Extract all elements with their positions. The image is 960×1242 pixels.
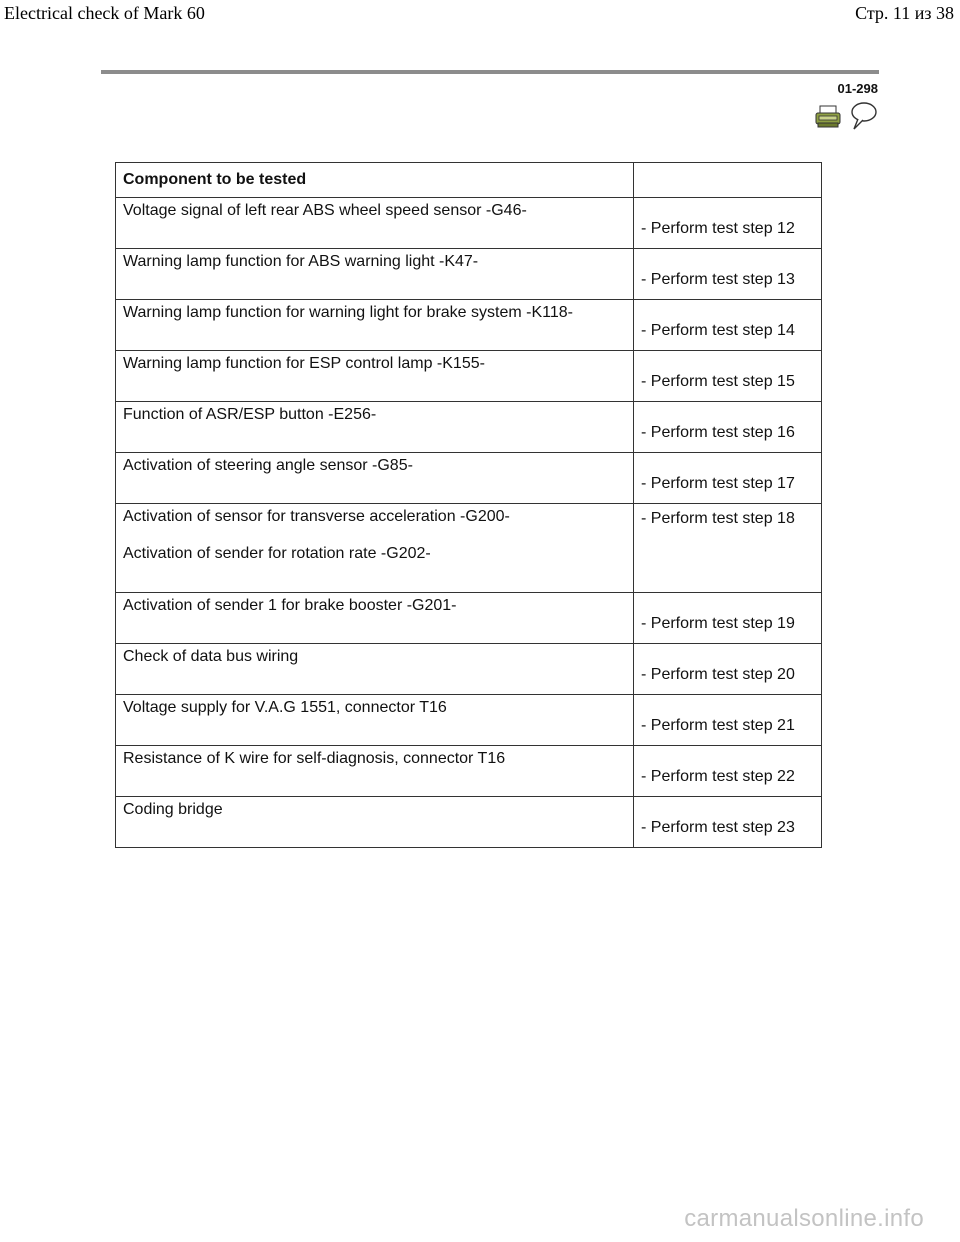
table-row [116,198,822,249]
component-cell: Activation of steering angle sensor -G85- [116,453,634,504]
test-step-cell: - Perform test step 12 [634,198,822,249]
component-cell: Activation of sender 1 for brake booster -G201- [116,593,634,644]
table-row [116,644,822,695]
component-cell: Function of ASR/ESP button -E256- [116,402,634,453]
test-step-cell: - Perform test step 13 [634,249,822,300]
table-row [116,351,822,402]
component-cell: Coding bridge [116,797,634,848]
test-step-cell: - Perform test step 18 [634,504,822,593]
table-row [116,402,822,453]
component-cell: Warning lamp function for ESP control lamp -K155- [116,351,634,402]
component-line: Activation of sender for rotation rate -G202- [123,545,431,562]
table-row [116,249,822,300]
page-indicator: Стр. 11 из 38 [855,3,954,23]
component-line: Activation of sensor for transverse acceleration -G200- [123,508,510,525]
test-step-cell: - Perform test step 20 [634,644,822,695]
component-cell: Voltage signal of left rear ABS wheel speed sensor -G46- [116,198,634,249]
table-row [116,453,822,504]
table-header-row [116,163,822,198]
component-cell: Warning lamp function for ABS warning light -K47- [116,249,634,300]
component-cell [116,504,634,593]
test-step-cell: - Perform test step 19 [634,593,822,644]
document-title: Electrical check of Mark 60 [4,3,205,23]
test-step-cell: - Perform test step 17 [634,453,822,504]
test-step-cell: - Perform test step 21 [634,695,822,746]
note-icon[interactable] [848,101,878,131]
test-step-cell: - Perform test step 15 [634,351,822,402]
table-row [116,300,822,351]
document-number: 01-298 [837,81,878,96]
test-step-cell: - Perform test step 14 [634,300,822,351]
watermark-footer: carmanualsonline.info [684,1205,924,1232]
component-cell: Check of data bus wiring [116,644,634,695]
table-row [116,797,822,848]
header-rule [101,70,879,74]
component-cell: Voltage supply for V.A.G 1551, connector T16 [116,695,634,746]
table-row [116,504,822,593]
table-row [116,746,822,797]
print-icon[interactable] [815,105,841,129]
column-header-component: Component to be tested [116,163,634,198]
component-cell: Warning lamp function for warning light for brake system -K118- [116,300,634,351]
table-row [116,593,822,644]
table-row [116,695,822,746]
component-cell: Resistance of K wire for self-diagnosis, connector T16 [116,746,634,797]
column-header-step [634,163,822,198]
test-step-cell: - Perform test step 22 [634,746,822,797]
component-test-table [115,162,822,848]
test-step-cell: - Perform test step 23 [634,797,822,848]
test-step-cell: - Perform test step 16 [634,402,822,453]
